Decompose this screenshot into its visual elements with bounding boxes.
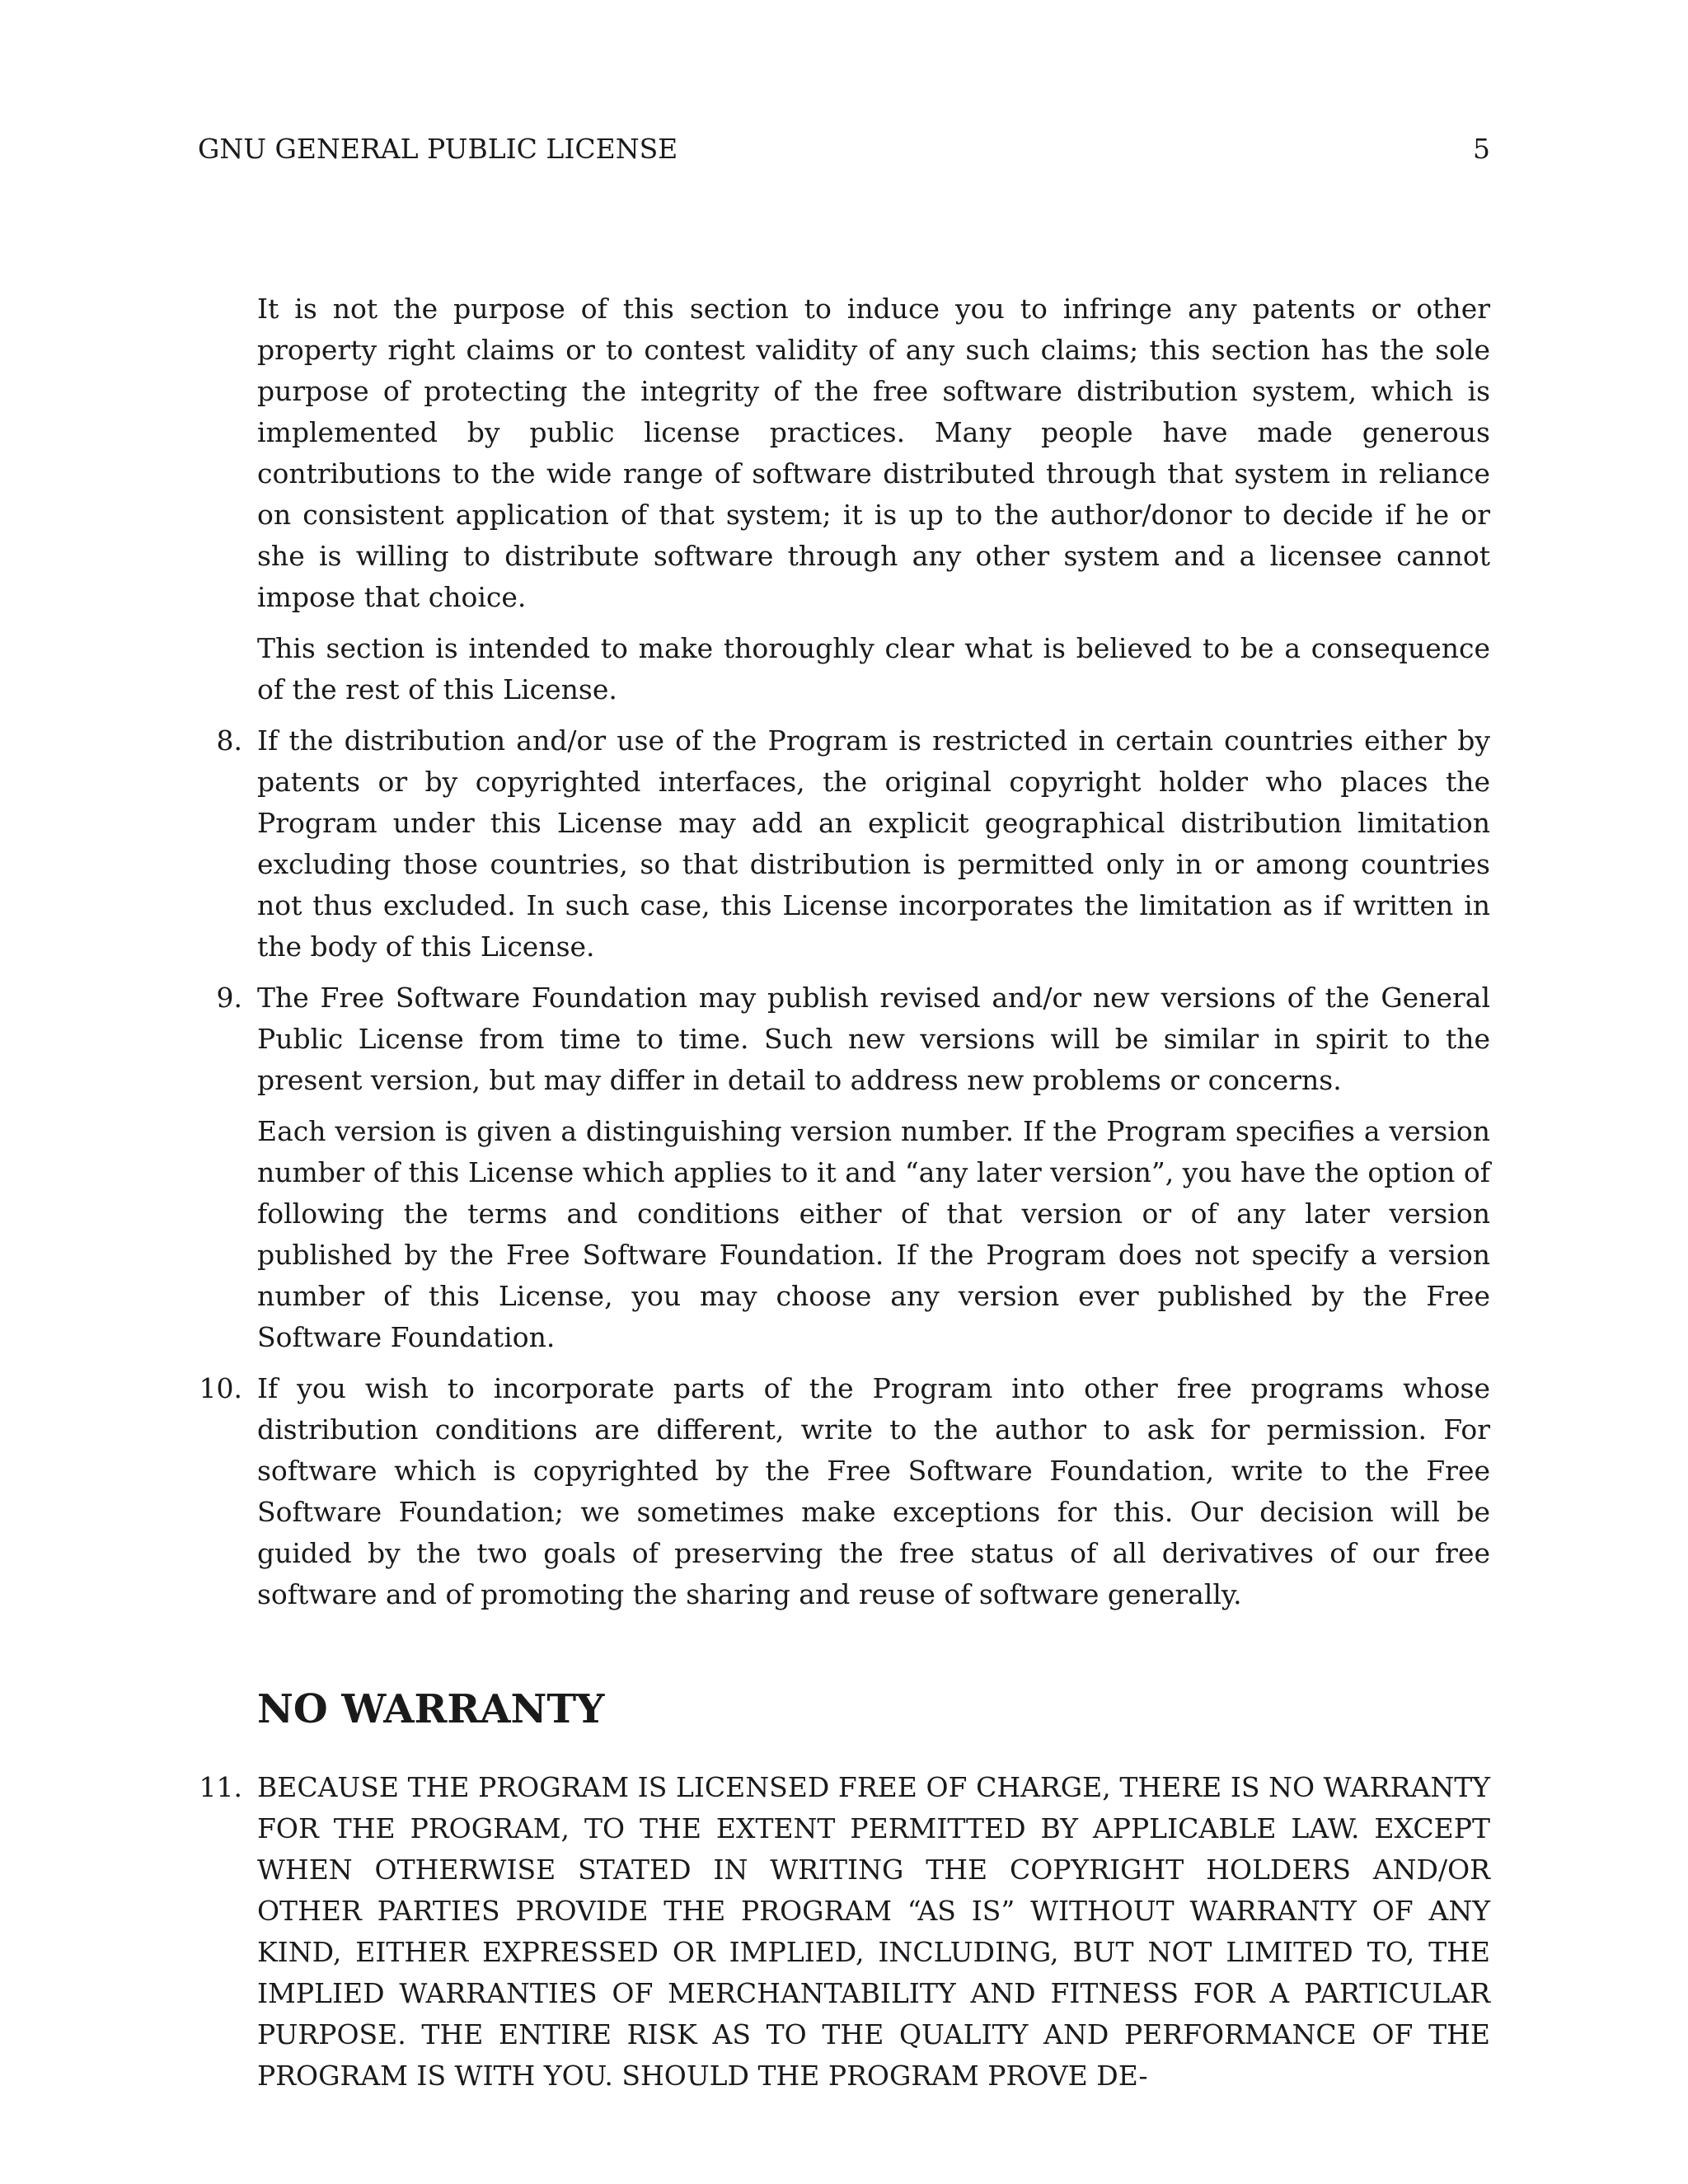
document-body xyxy=(198,288,1490,2107)
list-item-8 xyxy=(198,720,1490,968)
item-number: 8. xyxy=(216,724,242,757)
running-header xyxy=(198,129,1490,170)
warranty-paragraph: BECAUSE THE PROGRAM IS LICENSED FREE OF CHARGE, THERE IS NO WARRANTY FOR THE PROGRAM, TO THE EXTENT PERMITTED BY APPLICABLE LAW. EXCEPT WHEN OTHERWISE STATED IN WRITING THE COPYRIGHT HOLDERS AND/OR OTHER PARTIES PROVIDE THE PROGRAM “AS IS” WITHOUT WARRANTY OF ANY KIND, EITHER EXPRESSED OR IMPLIED, INCLUDING, BUT NOT LIMITED TO, THE IMPLIED WARRANTIES OF MERCHANTABILITY AND FITNESS FOR A PARTICULAR PURPOSE. THE ENTIRE RISK AS TO THE QUALITY AND PERFORMANCE OF THE PROGRAM IS WITH YOU. SHOULD THE PROGRAM PROVE DE- xyxy=(257,1771,1490,2092)
section-heading-no-warranty: NO WARRANTY xyxy=(257,1686,605,1732)
intro-paragraph: It is not the purpose of this section to induce you to infringe any patents or other property right claims or to contest validity of any such claims; this section has the sole purpose of protecting the integrity of the free software distribution system, which is implemented by public license practices. Many people have made generous contributions to the wide range of software distributed through that system in reliance on consistent application of that system; it is up to the author/donor to decide if he or she is willing to distribute software through any other system and a licensee cannot impose that choice. xyxy=(257,293,1490,613)
item-paragraph: Each version is given a distinguishing version number. If the Program specifies a version number of this License which applies to it and “any later version”, you have the option of following the terms and conditions either of that version or of any later version published by the Free Software Foundation. If the Program does not specify a version number of this License, you may choose any version ever published by the Free Software Foundation. xyxy=(257,1115,1490,1353)
item-number: 9. xyxy=(216,982,242,1014)
intro-paragraph: This section is intended to make thoroughly clear what is believed to be a consequence of the rest of this License. xyxy=(257,632,1490,705)
item-paragraph: If you wish to incorporate parts of the Program into other free programs whose distribution conditions are different, write to the author to ask for permission. For software which is copyrighted by the Free Software Foundation, write to the Free Software Foundation; we sometimes make exceptions for this. Our decision will be guided by the two goals of preserving the free status of all derivatives of our free software and of promoting the sharing and reuse of software generally. xyxy=(257,1372,1490,1610)
item-number: 11. xyxy=(199,1771,242,1803)
item-number: 10. xyxy=(199,1372,242,1404)
item-paragraph: If the distribution and/or use of the Program is restricted in certain countries either by patents or by copyrighted interfaces, the original copyright holder who places the Program under this License may add an explicit geographical distribution limitation excluding those countries, so that distribution is permitted only in or among countries not thus excluded. In such case, this License incorporates the limitation as if written in the body of this License. xyxy=(257,724,1490,963)
list-item-10 xyxy=(198,1368,1490,1615)
item-paragraph: The Free Software Foundation may publish revised and/or new versions of the General Public License from time to time. Such new versions will be similar in spirit to the present version, but may differ in detail to address new problems or concerns. xyxy=(257,982,1490,1096)
list-item-9 xyxy=(198,977,1490,1358)
list-item-11 xyxy=(198,1767,1490,2097)
header-title: GNU GENERAL PUBLIC LICENSE xyxy=(198,133,678,165)
page-number: 5 xyxy=(1473,133,1490,165)
